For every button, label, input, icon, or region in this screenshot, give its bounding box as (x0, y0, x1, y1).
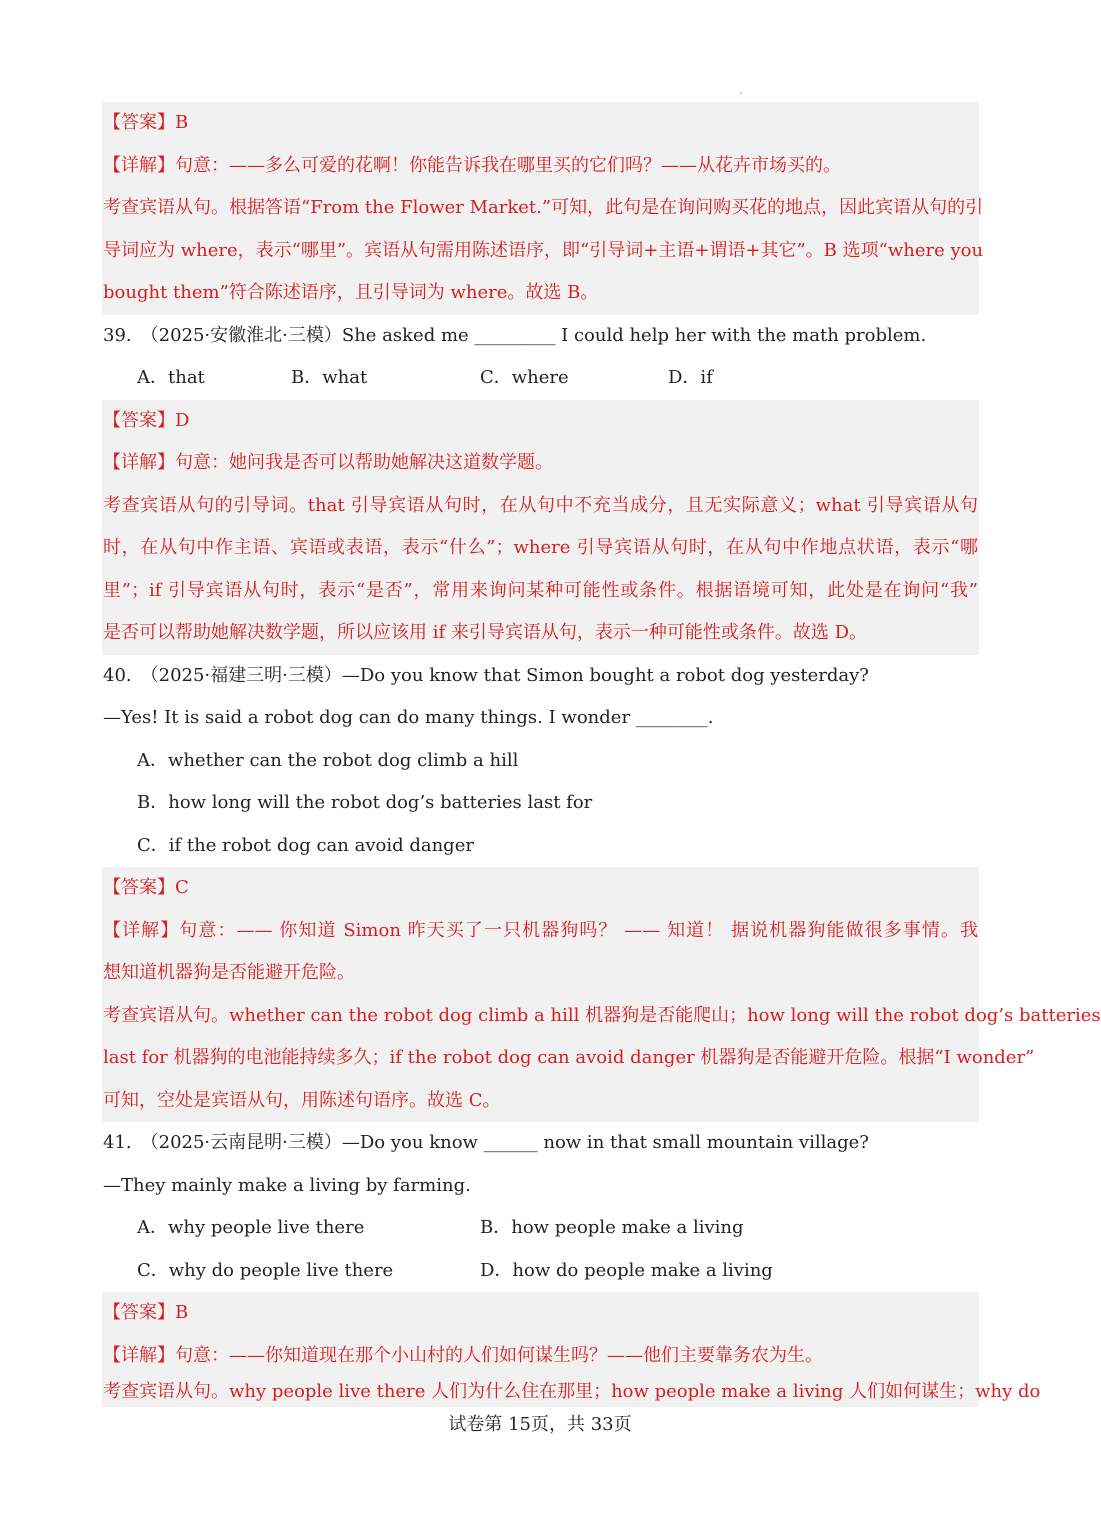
answer-box-40 (102, 867, 1101, 1122)
options-39 (103, 357, 978, 400)
detail-text: 【详解】句意：她问我是否可以帮助她解决这道数学题。 (103, 452, 553, 473)
analysis-line: 是否可以帮助她解决数学题，所以应该用 if 来引导宾语从句，表示一种可能性或条件。故选 D。 (103, 622, 868, 643)
analysis-line: 导词应为 where，表示“哪里”。宾语从句需用陈述语序，即“引导词+主语+谓语+其它”。B 选项“where you (103, 239, 984, 261)
detail-text: 【详解】句意：—— 你知道 Simon 昨天买了一只机器狗吗？ —— 知道！ 据说机器狗能做很多事情。我 (103, 919, 978, 941)
option-a: A．why people live there (137, 1217, 365, 1238)
answer-label: 【答案】B (103, 112, 189, 133)
option-a: A．that (137, 367, 205, 388)
detail-text: 【详解】句意：——你知道现在那个小山村的人们如何谋生吗？——他们主要靠务农为生。 (103, 1344, 823, 1366)
option-d: D．if (668, 367, 713, 388)
detail-text-cont: 想知道机器狗是否能避开危险。 (103, 962, 355, 983)
detail-text: 【详解】句意：——多么可爱的花啊！你能告诉我在哪里买的它们吗？——从花卉市场买的。 (103, 154, 841, 176)
analysis-line: last for 机器狗的电池能持续多久；if the robot dog can avoid danger 机器狗是否能避开危险。根据“I wonder” (103, 1047, 1035, 1068)
answer-label: 【答案】D (103, 409, 190, 431)
analysis-line: bought them”符合陈述语序，且引导词为 where。故选 B。 (103, 282, 599, 303)
page-content (103, 102, 1101, 1407)
answer-label: 【答案】C (103, 877, 189, 898)
options-41-row2 (103, 1250, 978, 1293)
analysis-line: 时，在从句中作主语、宾语或表语，表示“什么”；where 引导宾语从句时，在从句中作地点状语，表示“哪 (103, 537, 978, 558)
options-41-row1 (103, 1207, 978, 1250)
option-b: B．what (291, 367, 368, 388)
detail-line (103, 145, 978, 188)
scan-speck (740, 92, 742, 94)
analysis-line: 考查宾语从句。根据答语“From the Flower Market.”可知，此句是在询问购买花的地点，因此宾语从句的引 (103, 197, 984, 218)
option-b: B．how people make a living (480, 1217, 744, 1238)
question-stem-40-reply: —Yes! It is said a robot dog can do many things. I wonder ________. (103, 707, 714, 728)
option-c: C．why do people live there (137, 1259, 394, 1281)
option-c: C．where (480, 367, 569, 388)
option-b: B．how long will the robot dog’s batteries last for (137, 792, 593, 813)
analysis-line: 考查宾语从句。why people live there 人们为什么住在那里；how people make a living 人们如何谋生；why do (103, 1381, 1041, 1402)
option-c: C．if the robot dog can avoid danger (137, 834, 474, 856)
answer-box-38 (102, 102, 984, 315)
page-footer: 试卷第 15页，共 33页 (448, 1414, 632, 1435)
answer-box-39 (102, 400, 979, 655)
option-a: A．whether can the robot dog climb a hill (137, 749, 519, 771)
question-stem-40: 40. （2025·福建三明·三模）—Do you know that Simon bought a robot dog yesterday? (103, 664, 869, 686)
answer-label: 【答案】B (103, 1302, 189, 1323)
analysis-line: 考查宾语从句。whether can the robot dog climb a hill 机器狗是否能爬山；how long will the robot dog’s batteries (103, 1004, 1101, 1026)
question-stem-41: 41. （2025·云南昆明·三模）—Do you know ______ now in that small mountain village? (103, 1132, 869, 1153)
question-stem-39: 39. （2025·安徽淮北·三模）She asked me _________ I could help her with the math problem. (103, 324, 927, 346)
analysis-line: 里”；if 引导宾语从句时，表示“是否”，常用来询问某种可能性或条件。根据语境可知，此处是在询问“我” (103, 579, 978, 601)
analysis-line: 可知，空处是宾语从句，用陈述句语序。故选 C。 (103, 1089, 501, 1111)
option-d: D．how do people make a living (480, 1259, 773, 1281)
analysis-line: 考查宾语从句的引导词。that 引导宾语从句时，在从句中不充当成分，且无实际意义；what 引导宾语从句 (103, 494, 978, 516)
answer-box-41 (102, 1292, 1041, 1407)
question-stem-41-reply: —They mainly make a living by farming. (103, 1174, 471, 1196)
